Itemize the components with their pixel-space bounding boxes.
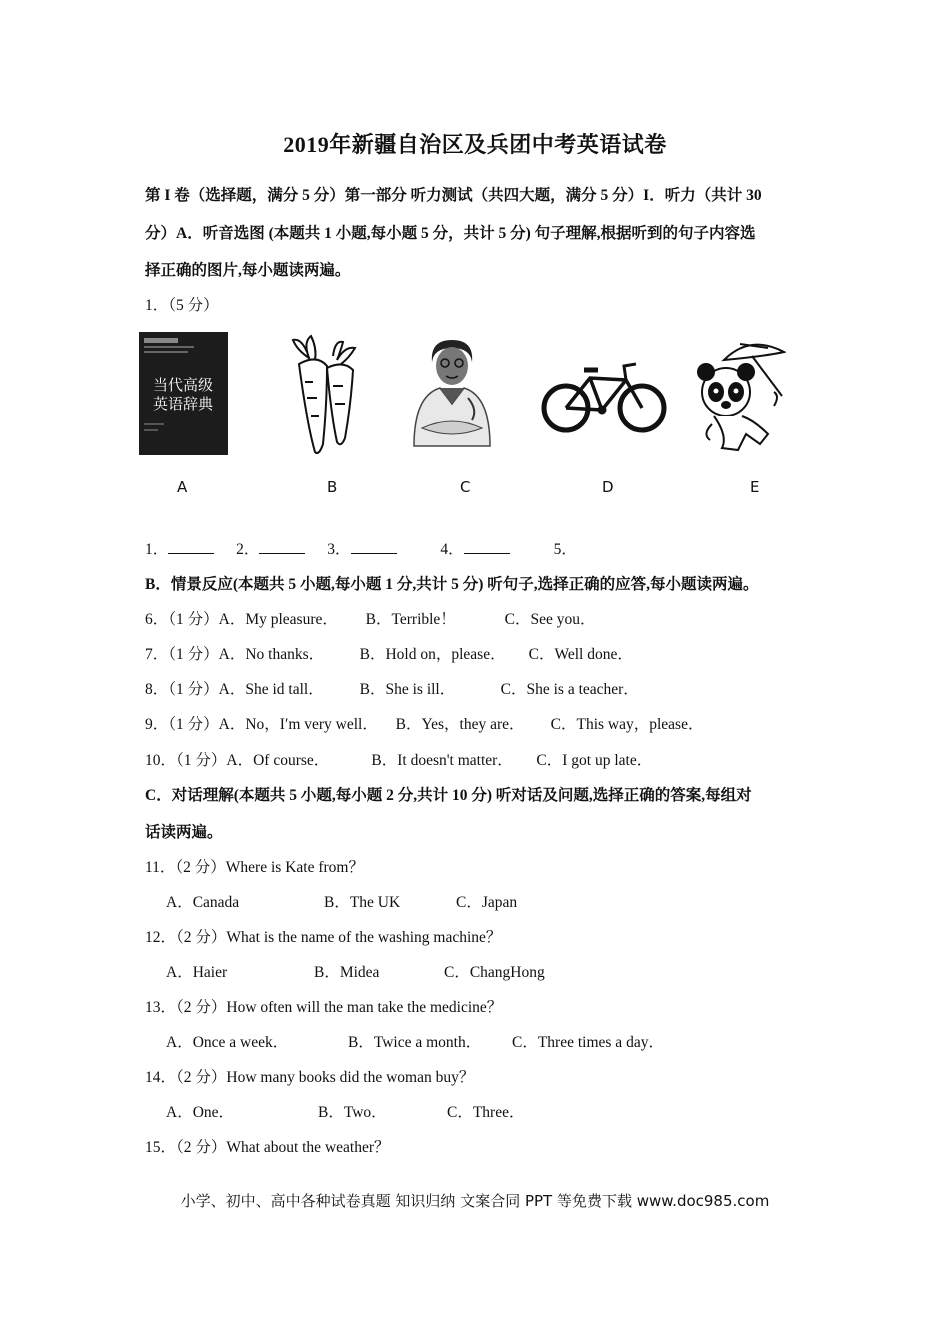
question-1: 1．（5 分） xyxy=(145,297,219,314)
picture-label-e: E xyxy=(750,478,760,496)
question-11: 11．（2 分）Where is Kate from？ xyxy=(145,859,364,876)
section-b-heading: B．情景反应(本题共 5 小题,每小题 1 分,共计 5 分) 听句子,选择正确的应答,每小题读两遍。 xyxy=(145,576,759,593)
blank-label-5: 5． xyxy=(553,541,577,558)
dictionary-book-icon xyxy=(138,328,230,463)
question-7 xyxy=(145,642,633,664)
picture-label-a: A xyxy=(177,478,188,496)
question-number: 6．（1 分） xyxy=(145,611,219,628)
option-c: C．I got up late． xyxy=(536,752,653,769)
option-a: A．Haier xyxy=(166,964,228,981)
section-c-heading-1: C．对话理解(本题共 5 小题,每小题 2 分,共计 10 分) 听对话及问题,选择正确的答案,每组对 xyxy=(145,787,752,804)
intro-line-3: 择正确的图片,每小题读两遍。 xyxy=(145,262,351,279)
doctor-icon xyxy=(410,336,494,453)
picture-label-c: C xyxy=(460,478,471,496)
option-b: B．Two． xyxy=(318,1104,387,1121)
bicycle-icon xyxy=(540,358,670,443)
option-c: C．She is a teacher． xyxy=(500,681,639,698)
picture-label-d: D xyxy=(602,478,614,496)
answer-blanks-row xyxy=(145,537,577,559)
intro-line-1: 第 I 卷（选择题，满分 5 分）第一部分 听力测试（共四大题，满分 5 分）I．听力（共计 30 xyxy=(145,187,762,204)
option-c: C．See you． xyxy=(504,611,596,628)
question-15: 15．（2 分）What about the weather？ xyxy=(145,1139,390,1156)
question-number: 8．（1 分） xyxy=(145,681,219,698)
blank-label-1: 1． xyxy=(145,541,169,558)
question-number: 9．（1 分） xyxy=(145,716,219,733)
question-14-options xyxy=(166,1100,524,1122)
option-a: A．My pleasure． xyxy=(218,611,338,628)
question-9 xyxy=(145,712,703,734)
question-12-options xyxy=(166,960,545,982)
intro-line-2: 分）A．听音选图 (本题共 1 小题,每小题 5 分，共计 5 分) 句子理解,根据听到的句子内容选 xyxy=(145,225,756,242)
option-b: B．Terrible！ xyxy=(365,611,456,628)
option-a: A．She id tall． xyxy=(218,681,324,698)
book-title-line-2: 英语辞典 xyxy=(152,395,214,413)
panda-umbrella-icon xyxy=(694,336,786,463)
option-b: B．It doesn't matter． xyxy=(371,752,513,769)
section-c-heading-2: 话读两遍。 xyxy=(145,824,223,841)
question-number: 10．（1 分） xyxy=(145,752,227,769)
option-b: B．Yes，they are． xyxy=(395,716,525,733)
blank-label-4: 4． xyxy=(440,541,464,558)
question-8 xyxy=(145,677,639,699)
option-a: A．Canada xyxy=(166,894,240,911)
option-c: C．ChangHong xyxy=(444,964,545,981)
option-b: B．Hold on，please． xyxy=(359,646,506,663)
option-c: C．This way，please． xyxy=(550,716,704,733)
answer-blank-2[interactable] xyxy=(259,541,305,554)
question-13: 13．（2 分）How often will the man take the medicine？ xyxy=(145,999,503,1016)
option-b: B．Midea xyxy=(314,964,380,981)
book-title-line-1: 当代高级 xyxy=(152,376,214,394)
question-10 xyxy=(145,748,652,770)
option-c: C．Three． xyxy=(447,1104,525,1121)
question-6 xyxy=(145,607,595,629)
question-12: 12．（2 分）What is the name of the washing machine？ xyxy=(145,929,502,946)
option-c: C．Japan xyxy=(456,894,518,911)
blank-label-3: 3． xyxy=(327,541,351,558)
question-14: 14．（2 分）How many books did the woman buy？ xyxy=(145,1069,475,1086)
option-a: A．Of course． xyxy=(226,752,330,769)
page-footer: 小学、初中、高中各种试卷真题 知识归纳 文案合同 PPT 等免费下载 www.doc985.com xyxy=(180,1192,770,1210)
carrots-icon xyxy=(287,334,363,465)
option-a: A．One． xyxy=(166,1104,235,1121)
option-a: A．No thanks． xyxy=(218,646,325,663)
option-a: A．No，I′m very well． xyxy=(218,716,378,733)
option-b: B．The UK xyxy=(324,894,401,911)
question-11-options xyxy=(166,890,517,912)
option-c: C．Well done． xyxy=(528,646,633,663)
option-b: B．She is ill． xyxy=(359,681,456,698)
question-13-options xyxy=(166,1030,664,1052)
option-a: A．Once a week． xyxy=(166,1034,289,1051)
answer-blank-1[interactable] xyxy=(168,541,214,554)
option-b: B．Twice a month． xyxy=(348,1034,482,1051)
blank-label-2: 2． xyxy=(236,541,260,558)
answer-blank-3[interactable] xyxy=(351,541,397,554)
option-c: C．Three times a day． xyxy=(512,1034,664,1051)
answer-blank-4[interactable] xyxy=(464,541,510,554)
exam-title: 2019年新疆自治区及兵团中考英语试卷 xyxy=(283,132,667,157)
picture-label-b: B xyxy=(327,478,338,496)
question-number: 7．（1 分） xyxy=(145,646,219,663)
